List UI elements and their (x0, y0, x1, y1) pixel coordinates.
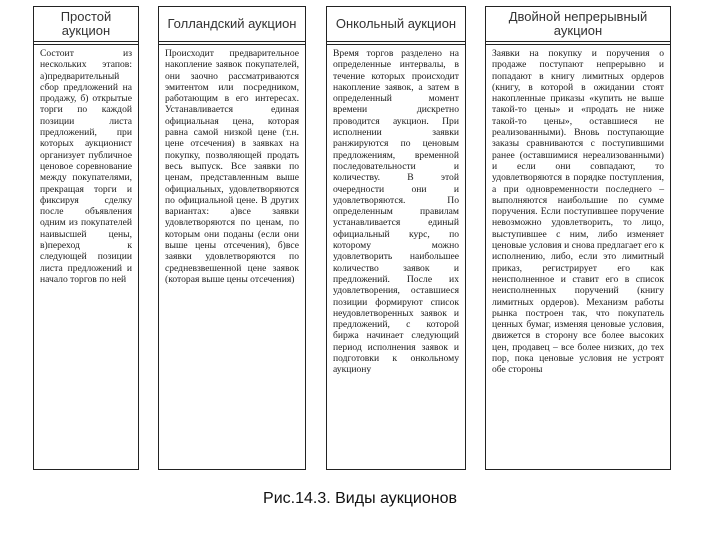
column-text: Состоит из нескольких этапов: а)предварительный сбор предложений на продажу, б) открытые торги по каждой позиции листа предложений, при которых аукционист организует публичное ценовое соревнование между покупателями, прекращая торги и фиксируя сделку после объявления одним из покупателей наивысшей цены, в)переход к следующей позиции листа предложений и начало торгов по ней (40, 48, 132, 285)
column-header: Простой аукцион (34, 7, 138, 42)
figure-caption: Рис.14.3. Виды аукционов (263, 490, 457, 507)
column-dutch-auction (158, 6, 306, 470)
column-text: Происходит предварительное накопление заявок покупателей, они заочно рассматриваются эмитентом или посредником, работающим в его интересах. Устанавливается единая официальная цена, которая равна самой низкой цене (т.н. цене отсечения) в заявках на покупку, позволяющей продать весь выпуск. Все заявки по ценам, представленным выше официальных, удовлетворяются по официальной цене. В других вариантах: а)все заявки удовлетворяются по ценам, по которым они поданы (если они выше цены отсечения), б)все заявки удовлетворяются по средневзвешенной цене заявок (которая выше цены отсечения) (165, 48, 299, 285)
column-text: Заявки на покупку и поручения о продаже поступают непрерывно и попадают в книгу лимитных ордеров (книгу, в которой в ожидании стоят накопленные приказы «купить не выше такой-то цены» и «продать не ниже такой-то цены», оставшиеся не реализованными). Вновь поступающие заказы сравниваются с поступившими ранее (оставшимися нереализованными) и если они совпадают, то удовлетворяются в порядке поступления, а при одновременности последнего – выполняются наибольшие по сумме поручения. Если поступившее поручение невозможно удовлетворить, то лицо, выступившее с ним, либо изменяет ценовые условия и снова предлагает его к исполнению, либо, если это лимитный приказ, регистрирует его как неисполненное и ставит его в список неисполненных поручений (книгу лимитных ордеров). Механизм работы рынка построен так, что покупатель ценных бумаг, изменяя ценовые условия, движется в сторону все более высоких цен, продавец – все более низких, до тех пор, пока ценовые условия не устроят обе стороны (492, 48, 664, 376)
column-call-auction (326, 6, 466, 470)
column-header: Онкольный аукцион (327, 7, 465, 42)
column-header: Голландский аукцион (159, 7, 305, 42)
column-text: Время торгов разделено на определенные интервалы, в течение которых происходит накопление заявок, а затем в определенный момент времени дискретно проводится аукцион. При исполнении заявки ранжируются по ценовым предложениям, временной последовательности и количеству. В этой очередности они и удовлетворяются. По определенным правилам устанавливается единый официальный курс, по которому можно удовлетворить наибольшее количество заявок и предложений. После их удовлетворения, оставшиеся позиции формируют список неудовлетворенных заявок и предложений, с которой биржа начинает следующий период исполнения заявок и подготовки к онкольному аукциону (333, 48, 459, 376)
column-header: Двойной непрерывный аукцион (486, 7, 670, 42)
column-double-continuous-auction (485, 6, 671, 470)
column-simple-auction (33, 6, 139, 470)
